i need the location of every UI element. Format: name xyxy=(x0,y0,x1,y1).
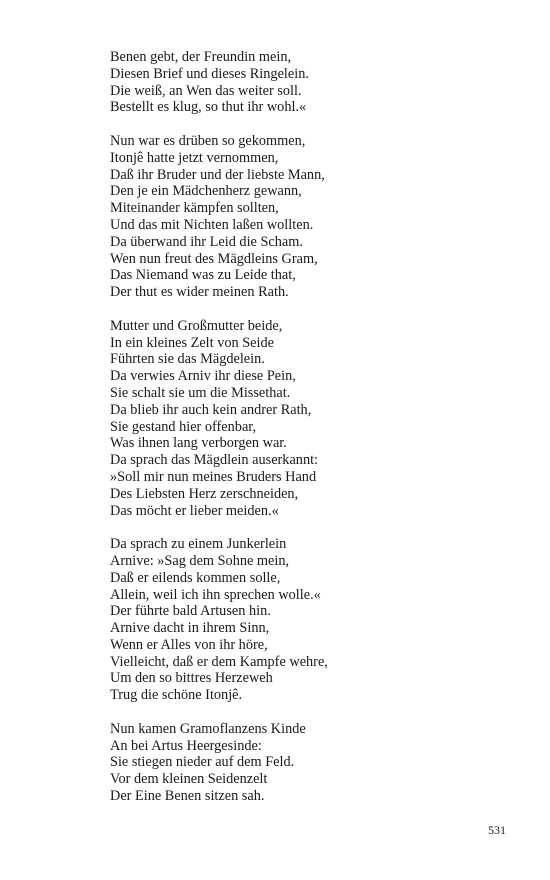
verse-line: »Soll mir nun meines Bruders Hand xyxy=(110,468,317,485)
verse-line: Nun war es drüben so gekommen, xyxy=(110,132,306,149)
verse-line: Da sprach das Mägdlein auserkannt: xyxy=(110,452,319,469)
verse-line: Miteinander kämpfen sollten, xyxy=(110,200,279,217)
verse-line: Des Liebsten Herz zerschneiden, xyxy=(110,485,299,502)
verse-line: Da verwies Arniv ihr diese Pein, xyxy=(110,368,296,385)
verse-line: Und das mit Nichten laßen wollten. xyxy=(110,216,314,233)
poem-text xyxy=(110,49,530,822)
verse-line: Sie gestand hier offenbar, xyxy=(110,418,257,435)
verse-line: Daß ihr Bruder und der liebste Mann, xyxy=(110,166,325,183)
verse-line: Nun kamen Gramoflanzens Kinde xyxy=(110,720,306,737)
verse-line: Bestellt es klug, so thut ihr wohl.« xyxy=(110,99,307,116)
verse-line: Itonjê hatte jetzt vernommen, xyxy=(110,149,279,166)
page-number: 531 xyxy=(488,823,506,837)
verse-line: Um den so bittres Herzeweh xyxy=(110,670,273,687)
verse-line: Führten sie das Mägdelein. xyxy=(110,351,265,368)
verse-line: Trug die schöne Itonjê. xyxy=(110,687,243,704)
verse-line: In ein kleines Zelt von Seide xyxy=(110,334,274,351)
verse-line: Wenn er Alles von ihr höre, xyxy=(110,636,268,653)
verse-line: Der Eine Benen sitzen sah. xyxy=(110,788,265,805)
verse-line: Was ihnen lang verborgen war. xyxy=(110,435,287,452)
verse-line: Allein, weil ich ihn sprechen wolle.« xyxy=(110,586,321,603)
verse-line: An bei Artus Heergesinde: xyxy=(110,737,262,754)
verse-line: Vor dem kleinen Seidenzelt xyxy=(110,771,268,788)
verse-line: Das möcht er lieber meiden.« xyxy=(110,502,279,519)
stanza-2 xyxy=(110,133,530,301)
verse-line: Da überwand ihr Leid die Scham. xyxy=(110,233,303,250)
stanza-3 xyxy=(110,318,530,520)
verse-line: Arnive dacht in ihrem Sinn, xyxy=(110,620,270,637)
verse-line: Da sprach zu einem Junkerlein xyxy=(110,536,287,553)
stanza-4 xyxy=(110,536,530,704)
verse-line: Den je ein Mädchenherz gewann, xyxy=(110,183,302,200)
verse-line: Mutter und Großmutter beide, xyxy=(110,317,283,334)
verse-line: Der thut es wider meinen Rath. xyxy=(110,284,289,301)
stanza-1 xyxy=(110,49,530,116)
verse-line: Der führte bald Artusen hin. xyxy=(110,603,271,620)
verse-line: Wen nun freut des Mägdleins Gram, xyxy=(110,250,318,267)
verse-line: Die weiß, an Wen das weiter soll. xyxy=(110,82,302,99)
verse-line: Arnive: »Sag dem Sohne mein, xyxy=(110,552,290,569)
stanza-5 xyxy=(110,721,530,805)
verse-line: Daß er eilends kommen solle, xyxy=(110,569,281,586)
verse-line: Benen gebt, der Freundin mein, xyxy=(110,49,292,65)
verse-line: Diesen Brief und dieses Ringelein. xyxy=(110,65,309,82)
verse-line: Sie stiegen nieder auf dem Feld. xyxy=(110,754,295,771)
verse-line: Sie schalt sie um die Missethat. xyxy=(110,384,291,401)
verse-line: Das Niemand was zu Leide that, xyxy=(110,267,296,284)
verse-line: Vielleicht, daß er dem Kampfe wehre, xyxy=(110,653,328,670)
verse-line: Da blieb ihr auch kein andrer Rath, xyxy=(110,401,312,418)
